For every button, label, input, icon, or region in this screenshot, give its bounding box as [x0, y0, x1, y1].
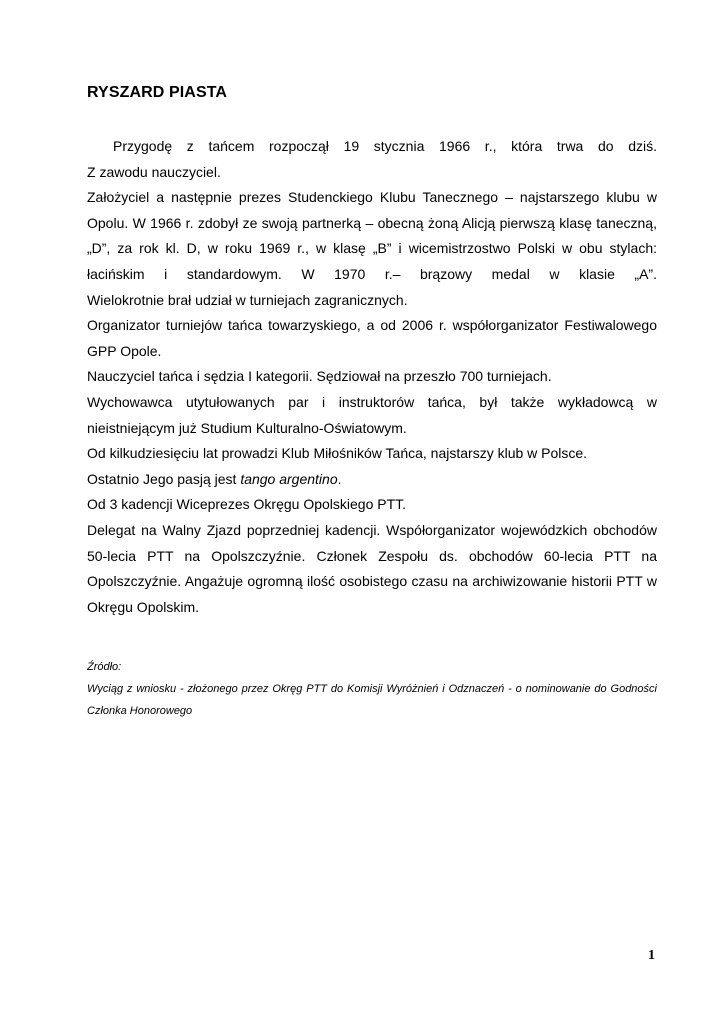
passion-emphasis: tango argentino	[240, 470, 338, 487]
paragraph-founder: Założyciel a następnie prezes Studenckiego Klubu Tanecznego – najstarszego klubu w Opolu. W 1966 r. zdobył ze swoją partnerką – obecną żoną Alicją pierwszą klasę taneczną, „D”, za rok kl. D, w roku 1969 r., w klasę „B” i wicemistrzostwo Polski w obu stylach: łacińskim i standardowym. W 1970 r.– brązowy medal w klasie „A”.	[87, 189, 657, 282]
page-number: 1	[648, 948, 655, 963]
paragraph-international: Wielokrotnie brał udział w turniejach zagranicznych.	[87, 291, 408, 308]
paragraph-club: Od kilkudziesięciu lat prowadzi Klub Miłośników Tańca, najstarszy klub w Polsce.	[87, 445, 588, 462]
paragraph-organizer: Organizator turniejów tańca towarzyskiego, a od 2006 r. współorganizator Festiwalowego GPP Opole.	[87, 317, 657, 359]
source-text: Wyciąg z wniosku - złożonego przez Okręg PTT do Komisji Wyróżnień i Odznaczeń - o nominowanie do Godności Członka Honorowego	[87, 683, 657, 717]
source-note	[87, 656, 657, 722]
biography-body	[87, 134, 657, 620]
paragraph-profession: Z zawodu nauczyciel.	[87, 163, 221, 180]
paragraph-delegate: Delegat na Walny Zjazd poprzedniej kadencji. Współorganizator wojewódzkich obchodów 50-lecia PTT na Opolszczyźnie. Członek Zespołu ds. obchodów 60-lecia PTT na Opolszczyźnie. Angażuje ogromną ilość osobistego czasu na archiwizowanie historii PTT w Okręgu Opolskim.	[87, 521, 657, 615]
paragraph-educator: Wychowawca utytułowanych par i instruktorów tańca, był także wykładowcą w nieistniejącym już Studium Kulturalno-Oświatowym.	[87, 393, 657, 436]
paragraph-start-date: Przygodę z tańcem rozpoczął 19 stycznia 1966 r., która trwa do dziś.	[113, 138, 657, 154]
paragraph-passion	[87, 467, 657, 493]
paragraph-judge: Nauczyciel tańca i sędzia I kategorii. Sędziował na przeszło 700 turniejach.	[87, 368, 552, 385]
source-label: Źródło:	[87, 661, 122, 673]
document-title: RYSZARD PIASTA	[87, 84, 228, 101]
paragraph-vice-president: Od 3 kadencji Wiceprezes Okręgu Opolskiego PTT.	[87, 496, 407, 513]
passion-suffix: .	[337, 470, 342, 487]
passion-prefix: Ostatnio Jego pasją jest	[87, 470, 241, 487]
